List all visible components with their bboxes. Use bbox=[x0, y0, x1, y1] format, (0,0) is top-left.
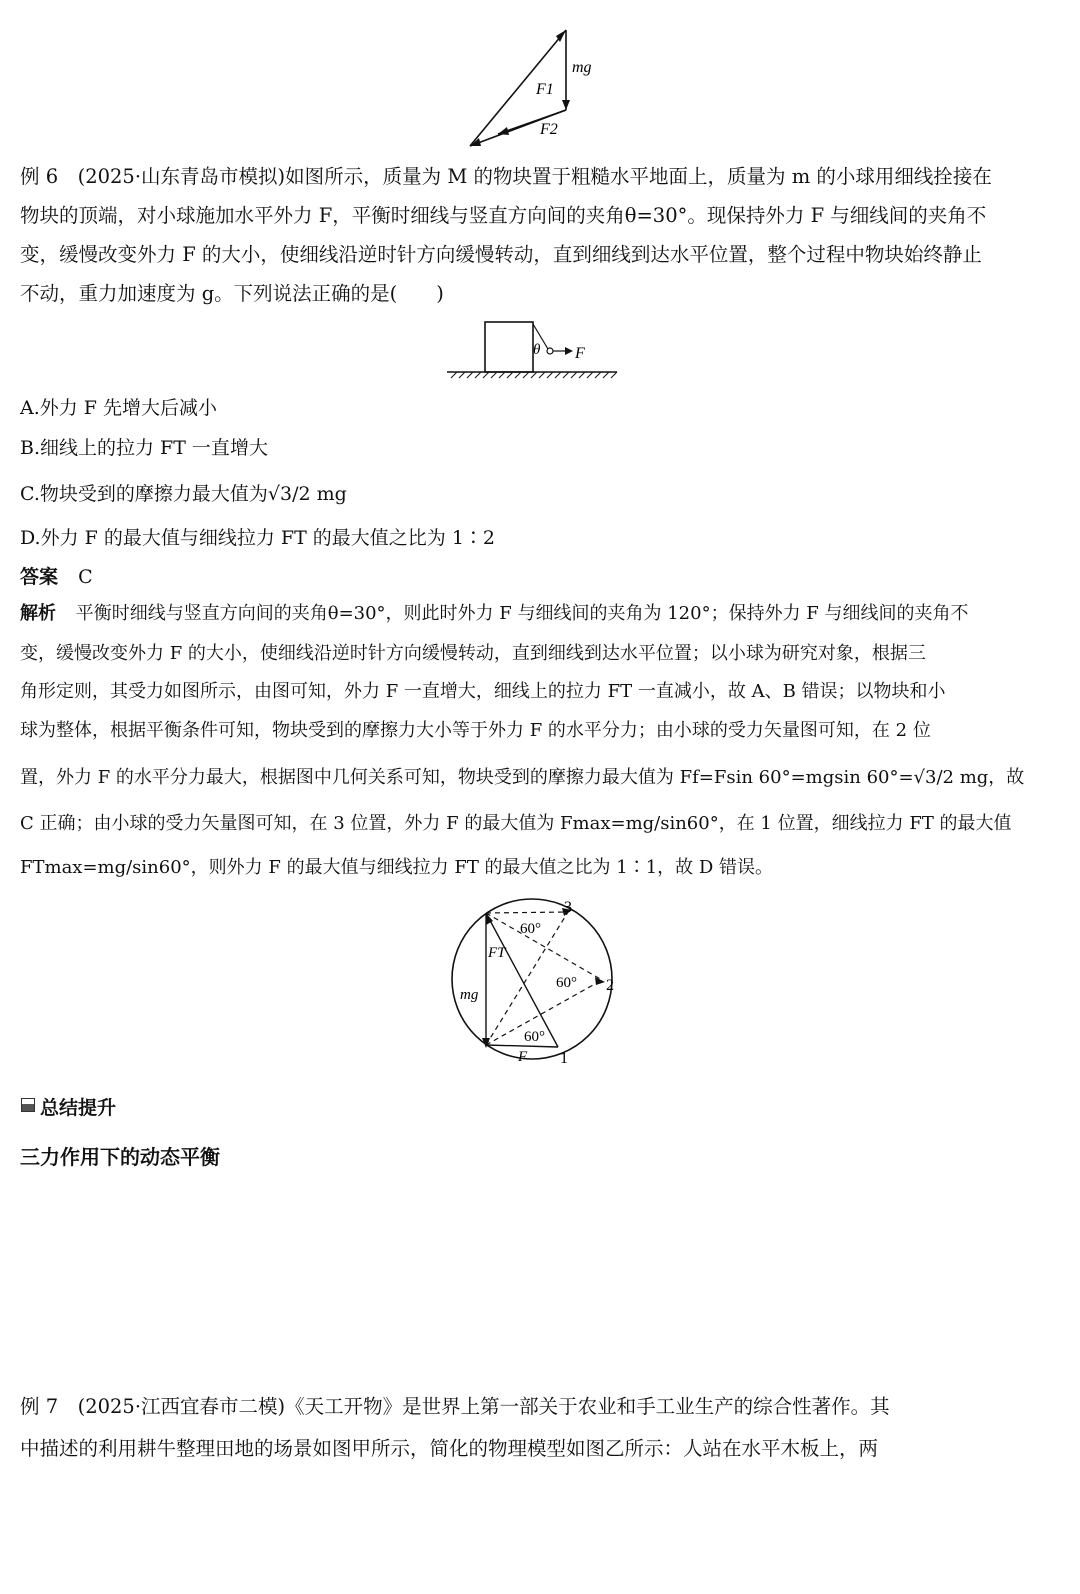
answer-row bbox=[20, 565, 93, 589]
summary-title: 总结提升 bbox=[40, 1097, 117, 1119]
pos-3: 3 bbox=[564, 899, 572, 916]
option-d: D.外力 F 的最大值与细线拉力 FT 的最大值之比为 1∶2 bbox=[20, 527, 496, 549]
solution-line-5: 置，外力 F 的水平分力最大，根据图中几何关系可知，物块受到的摩擦力最大值为 Ff=Fsin 60°=mgsin 60°=√3/2 mg，故 bbox=[20, 767, 1025, 788]
label-ft: FT bbox=[488, 945, 506, 961]
example6-line-3: 变，缓慢改变外力 F 的大小，使细线沿逆时针方向缓慢转动，直到细线到达水平位置，整个过程中物块始终静止 bbox=[20, 243, 982, 266]
block bbox=[485, 322, 533, 372]
solution-label: 解析 bbox=[20, 603, 56, 624]
pos-1: 1 bbox=[560, 1050, 568, 1067]
label-mg: mg bbox=[572, 59, 592, 76]
label-f2: F2 bbox=[540, 121, 558, 138]
option-c: C.物块受到的摩擦力最大值为√3/2 mg bbox=[20, 483, 347, 505]
label-mg: mg bbox=[460, 987, 479, 1003]
answer-label: 答案 bbox=[20, 566, 59, 588]
pos-2: 2 bbox=[606, 977, 614, 994]
example7-line-1: 例 7 (2025·江西宜春市二模)《天工开物》是世界上第一部关于农业和手工业生产的综合性著作。其 bbox=[20, 1395, 890, 1418]
example6-line-2: 物块的顶端，对小球施加水平外力 F，平衡时细线与竖直方向间的夹角θ=30°。现保持外力 F 与细线间的夹角不 bbox=[20, 204, 987, 227]
answer-value: C bbox=[78, 566, 93, 588]
example6-line-4: 不动，重力加速度为 g。下列说法正确的是( ) bbox=[20, 282, 444, 305]
f-vector bbox=[486, 1045, 558, 1047]
example6-line-1: 例 6 (2025·山东青岛市模拟)如图所示，质量为 M 的物块置于粗糙水平地面上，质量为 m 的小球用细线拴接在 bbox=[20, 165, 992, 188]
solution-line-6: C 正确；由小球的受力矢量图可知，在 3 位置，外力 F 的最大值为 Fmax=mg/sin60°，在 1 位置，细线拉力 FT 的最大值 bbox=[20, 813, 1012, 834]
solution-line-3: 角形定则，其受力如图所示，由图可知，外力 F 一直增大，细线上的拉力 FT 一直减小，故 A、B 错误；以物块和小 bbox=[20, 681, 946, 702]
option-b: B.细线上的拉力 FT 一直增大 bbox=[20, 437, 268, 459]
solution-line-1: 解析 平衡时细线与竖直方向间的夹角θ=30°，则此时外力 F 与细线间的夹角为 120°；保持外力 F 与细线间的夹角不 bbox=[20, 603, 969, 624]
label-f: F bbox=[575, 345, 585, 362]
example7-line-2: 中描述的利用耕牛整理田地的场景如图甲所示，简化的物理模型如图乙所示：人站在水平木板上，两 bbox=[20, 1437, 879, 1460]
circle-force-diagram bbox=[440, 895, 630, 1075]
angle-60-bottom: 60° bbox=[524, 1029, 545, 1045]
summary-icon bbox=[21, 1098, 35, 1112]
label-f: F bbox=[518, 1049, 528, 1065]
angle-60-mid: 60° bbox=[556, 975, 577, 991]
ball bbox=[547, 348, 553, 354]
summary-subtitle: 三力作用下的动态平衡 bbox=[20, 1145, 220, 1169]
solution-line-7: FTmax=mg/sin60°，则外力 F 的最大值与细线拉力 FT 的最大值之比为 1∶1，故 D 错误。 bbox=[20, 857, 774, 878]
label-theta: θ bbox=[533, 342, 541, 358]
force-triangle-figure bbox=[460, 22, 610, 152]
option-a: A.外力 F 先增大后减小 bbox=[20, 397, 218, 419]
block-figure bbox=[445, 318, 625, 384]
label-f1: F1 bbox=[536, 81, 554, 98]
angle-60-top: 60° bbox=[520, 921, 541, 937]
solution-line-2: 变，缓慢改变外力 F 的大小，使细线沿逆时针方向缓慢转动，直到细线到达水平位置；以小球为研究对象，根据三 bbox=[20, 643, 926, 664]
solution-line-4: 球为整体，根据平衡条件可知，物块受到的摩擦力大小等于外力 F 的水平分力；由小球的受力矢量图可知，在 2 位 bbox=[20, 720, 931, 741]
